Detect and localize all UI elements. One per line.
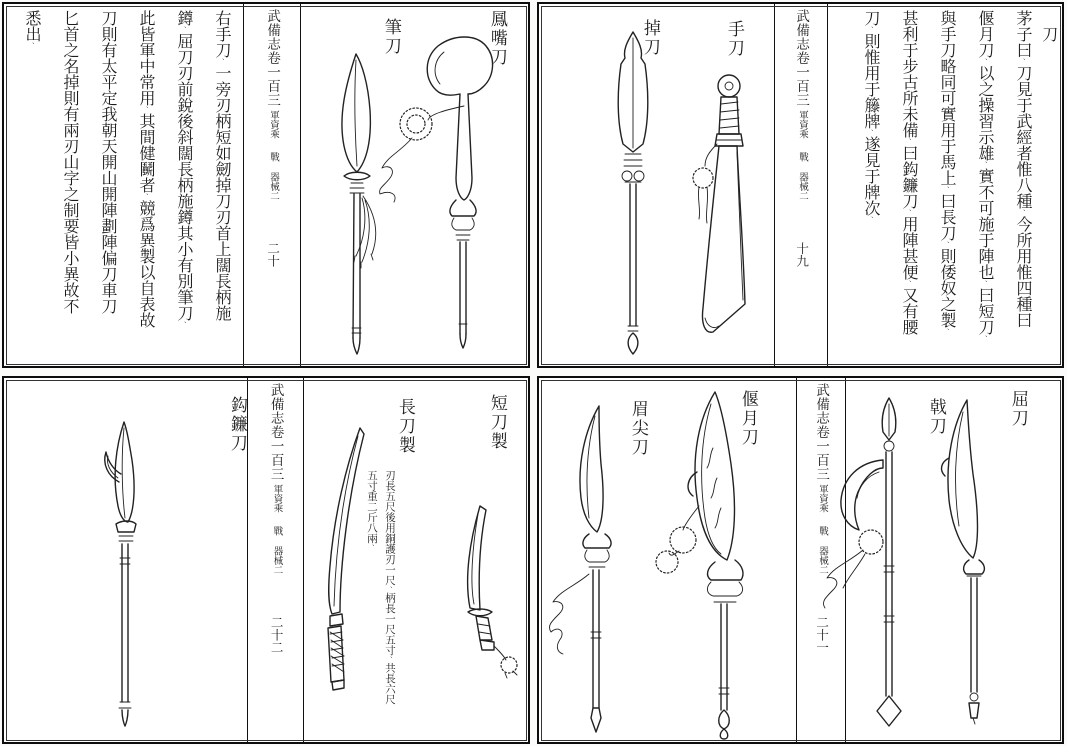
category-title: 器械二 bbox=[271, 546, 282, 575]
section-title: 軍資乘 bbox=[271, 484, 282, 513]
folio-number: 二十二 bbox=[269, 616, 284, 654]
subsection-title: 戰 bbox=[796, 152, 807, 162]
folio-number: 二十一 bbox=[814, 616, 829, 654]
duan-dao-label: 短刀製 bbox=[487, 394, 507, 451]
text-column: 此皆軍中常用、其間健鬭者、競爲異製以自表故 bbox=[137, 10, 154, 328]
qu-dao-drawing bbox=[926, 396, 1009, 726]
meijian-dao-drawing bbox=[543, 402, 643, 738]
fengzui-dao-label: 鳳嘴刀 bbox=[487, 10, 507, 67]
text-column: 與手刀略同可實用于馬上、曰長刀、則倭奴之製、 bbox=[938, 10, 955, 335]
text-column: 刀、則惟用于籐牌、遂見于牌次、 bbox=[862, 10, 879, 223]
leaf-20-scan bbox=[2, 2, 530, 368]
text-column: 甚利于步古所未備、曰鈎鐮刀、用陣甚便、又有腰 bbox=[900, 10, 917, 335]
duan-dao-drawing bbox=[446, 504, 522, 679]
text-column: 鐏、屈刀刃前銳後斜闊長柄施鐏其小有別筆刀、 bbox=[175, 10, 192, 328]
goulian-dao-label: 鈎鐮刀 bbox=[227, 396, 247, 453]
fengzui-dao-drawing bbox=[376, 28, 526, 358]
section-title: 軍資乘 bbox=[267, 110, 278, 139]
text-column: 刃長五尺後用銅護刃一尺、柄長一尺五寸、共長六尺 bbox=[384, 470, 395, 705]
volume-title: 武備志卷一百三 bbox=[265, 9, 281, 107]
shou-dao-label: 手刀 bbox=[724, 20, 744, 58]
category-title: 器械二 bbox=[816, 546, 827, 575]
text-column: 悉出、 bbox=[23, 10, 40, 49]
volume-title: 武備志卷一百三 bbox=[814, 383, 830, 481]
volume-title: 武備志卷一百三 bbox=[268, 383, 284, 481]
text-column: 右手刀、一旁刃柄短如劒掉刀刃首上闊長柄施 bbox=[213, 10, 230, 321]
folio-number: 二十 bbox=[265, 242, 280, 267]
ji-dao-drawing bbox=[819, 396, 919, 728]
category-title: 器械二 bbox=[267, 172, 278, 201]
leaf-19-scan bbox=[537, 2, 1064, 368]
section-title: 軍資乘 bbox=[796, 110, 807, 139]
shou-dao-drawing bbox=[677, 72, 777, 352]
volume-title: 武備志卷一百三 bbox=[794, 9, 810, 107]
leaf-22-scan bbox=[2, 376, 530, 744]
goulian-dao-drawing bbox=[94, 418, 158, 730]
diao-dao-label: 掉刀 bbox=[640, 19, 660, 57]
subsection-title: 戰 bbox=[816, 526, 827, 536]
leaf-19-banxin bbox=[774, 4, 828, 366]
category-title: 器械二 bbox=[796, 172, 807, 201]
leaf-19-text-block bbox=[849, 10, 1041, 362]
text-column: 刀則有太平定我朝天開山開陣劃陣偏刀車刀 bbox=[99, 10, 116, 314]
ji-dao-label: 戟刀 bbox=[926, 398, 946, 436]
bi-dao-label: 筆刀 bbox=[381, 18, 401, 56]
folio-number: 十九 bbox=[794, 242, 809, 267]
dao-section-heading: 刀 bbox=[1039, 26, 1057, 42]
yanyue-dao-label: 偃月刀 bbox=[738, 390, 758, 447]
text-column: 偃月刀、以之操習示雄、實不可施于陣也、曰短刀、 bbox=[976, 10, 993, 342]
leaf-21-scan bbox=[537, 376, 1064, 744]
leaf-22-banxin bbox=[247, 378, 304, 742]
text-column: 茅子曰、刀見于武經者惟八種、今所用惟四種曰 bbox=[1014, 10, 1031, 328]
yanyue-dao-drawing bbox=[653, 388, 765, 740]
chang-dao-caption bbox=[362, 470, 398, 740]
section-title: 軍資乘 bbox=[816, 484, 827, 513]
leaf-20-text-block bbox=[10, 10, 240, 362]
text-column: 五寸重二斤八兩、 bbox=[366, 470, 377, 551]
chang-dao-label: 長刀製 bbox=[395, 398, 415, 455]
diao-dao-drawing bbox=[601, 30, 665, 355]
leaf-20-banxin bbox=[243, 4, 301, 366]
subsection-title: 戰 bbox=[267, 152, 278, 162]
meijian-dao-label: 眉尖刀 bbox=[628, 400, 648, 457]
subsection-title: 戰 bbox=[271, 526, 282, 536]
qu-dao-label: 屈刀 bbox=[1008, 390, 1028, 428]
text-column: 匕首之名掉則有兩刃山字之制要皆小異故不 bbox=[61, 10, 78, 314]
